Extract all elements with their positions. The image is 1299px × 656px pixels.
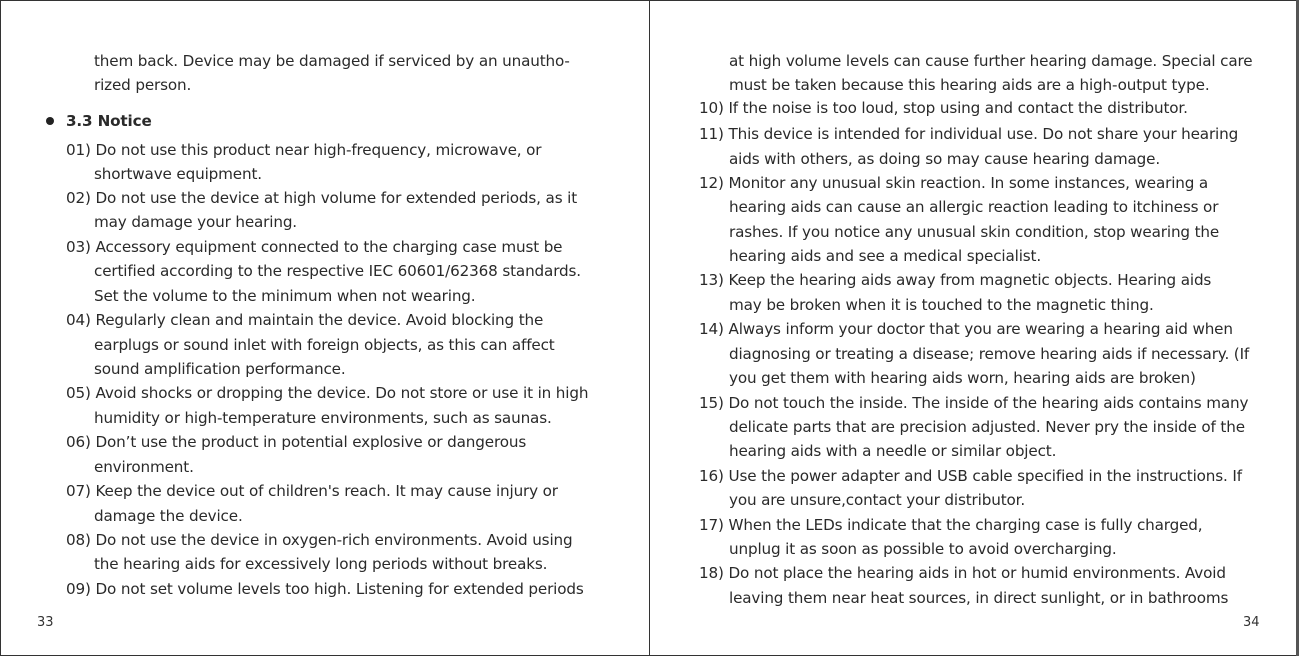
notice-item-13: 13) Keep the hearing aids away from magnetic objects. Hearing aids — [699, 271, 1212, 289]
page-right — [649, 0, 1299, 656]
intro-line: must be taken because this hearing aids are a high-output type. — [729, 76, 1210, 94]
notice-item-13-cont: may be broken when it is touched to the magnetic thing. — [729, 296, 1154, 314]
notice-item-18: 18) Do not place the hearing aids in hot or humid environments. Avoid — [699, 564, 1226, 582]
notice-item-10: 10) If the noise is too loud, stop using and contact the distributor. — [699, 99, 1188, 117]
notice-item-06: 06) Don’t use the product in potential explosive or dangerous — [66, 433, 527, 451]
notice-item-04-cont: earplugs or sound inlet with foreign objects, as this can affect — [94, 336, 555, 354]
notice-item-16-cont: you are unsure,contact your distributor. — [729, 491, 1026, 509]
notice-item-08: 08) Do not use the device in oxygen-rich environments. Avoid using — [66, 531, 573, 549]
notice-item-08-cont: the hearing aids for excessively long periods without breaks. — [94, 555, 548, 573]
notice-item-09: 09) Do not set volume levels too high. Listening for extended periods — [66, 580, 584, 598]
section-heading — [46, 111, 152, 131]
intro-line: at high volume levels can cause further hearing damage. Special care — [729, 52, 1253, 70]
notice-item-12-cont: rashes. If you notice any unusual skin condition, stop wearing the — [729, 223, 1220, 241]
intro-line: rized person. — [94, 76, 192, 94]
section-title: 3.3 Notice — [66, 112, 152, 130]
notice-item-03-cont: certified according to the respective IEC 60601/62368 standards. — [94, 262, 581, 280]
notice-item-07: 07) Keep the device out of children's reach. It may cause injury or — [66, 482, 558, 500]
notice-item-11-cont: aids with others, as doing so may cause hearing damage. — [729, 150, 1161, 168]
notice-item-12-cont: hearing aids and see a medical specialist. — [729, 247, 1042, 265]
page-number: 34 — [1243, 615, 1260, 630]
notice-item-06-cont: environment. — [94, 458, 194, 476]
notice-item-14-cont: you get them with hearing aids worn, hearing aids are broken) — [729, 369, 1196, 387]
notice-item-17: 17) When the LEDs indicate that the charging case is fully charged, — [699, 516, 1203, 534]
notice-item-12-cont: hearing aids can cause an allergic reaction leading to itchiness or — [729, 198, 1219, 216]
intro-line: them back. Device may be damaged if serviced by an unautho- — [94, 52, 570, 70]
notice-item-02: 02) Do not use the device at high volume for extended periods, as it — [66, 189, 578, 207]
notice-item-12: 12) Monitor any unusual skin reaction. In some instances, wearing a — [699, 174, 1209, 192]
notice-item-14: 14) Always inform your doctor that you are wearing a hearing aid when — [699, 320, 1233, 338]
bullet-icon — [46, 117, 54, 125]
notice-item-18-cont: leaving them near heat sources, in direct sunlight, or in bathrooms — [729, 589, 1229, 607]
notice-item-16: 16) Use the power adapter and USB cable specified in the instructions. If — [699, 467, 1242, 485]
notice-item-14-cont: diagnosing or treating a disease; remove hearing aids if necessary. (If — [729, 345, 1250, 363]
notice-item-05: 05) Avoid shocks or dropping the device. Do not store or use it in high — [66, 384, 589, 402]
notice-item-03: 03) Accessory equipment connected to the charging case must be — [66, 238, 563, 256]
notice-item-01: 01) Do not use this product near high-frequency, microwave, or — [66, 141, 542, 159]
notice-item-02-cont: may damage your hearing. — [94, 213, 297, 231]
notice-item-15-cont: hearing aids with a needle or similar object. — [729, 442, 1057, 460]
notice-item-11: 11) This device is intended for individual use. Do not share your hearing — [699, 125, 1239, 143]
notice-item-17-cont: unplug it as soon as possible to avoid overcharging. — [729, 540, 1117, 558]
notice-item-07-cont: damage the device. — [94, 507, 243, 525]
notice-item-15: 15) Do not touch the inside. The inside of the hearing aids contains many — [699, 394, 1249, 412]
notice-item-05-cont: humidity or high-temperature environments, such as saunas. — [94, 409, 552, 427]
page-number: 33 — [37, 615, 54, 630]
notice-item-04: 04) Regularly clean and maintain the device. Avoid blocking the — [66, 311, 544, 329]
notice-item-03-cont: Set the volume to the minimum when not wearing. — [94, 287, 476, 305]
notice-item-01-cont: shortwave equipment. — [94, 165, 262, 183]
notice-item-04-cont: sound amplification performance. — [94, 360, 346, 378]
notice-item-15-cont: delicate parts that are precision adjusted. Never pry the inside of the — [729, 418, 1245, 436]
